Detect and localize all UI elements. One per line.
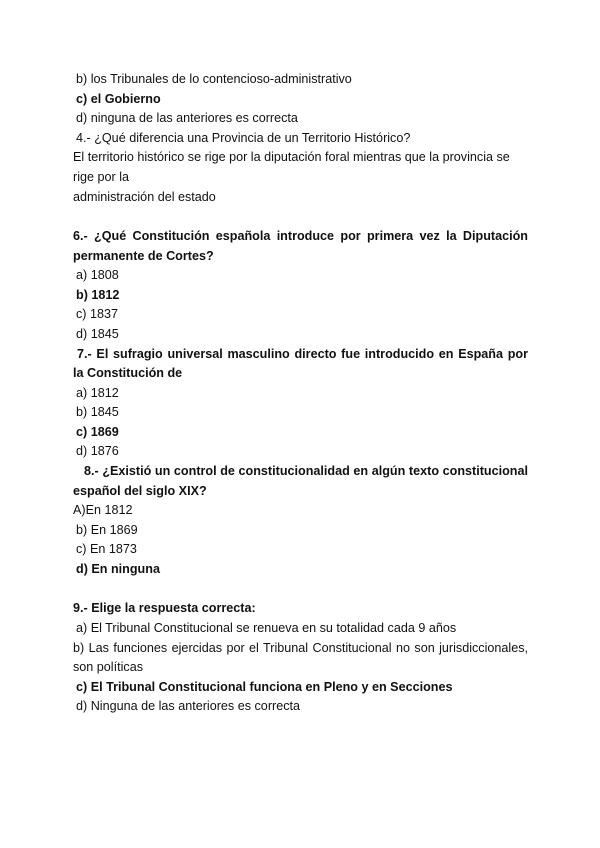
answer-option: c) En 1873	[76, 542, 137, 557]
answer-option: b) En 1869	[76, 522, 138, 537]
answer-option: d) 1876	[76, 444, 119, 459]
text-line: A)En 1812	[73, 503, 133, 518]
correct-answer-option: c) el Gobierno	[76, 91, 161, 106]
question-heading: 7.- El sufragio universal masculino directo fue introducido en España por la Constitución de	[73, 346, 528, 381]
paragraph-gap	[73, 580, 528, 600]
correct-answer-option: c) El Tribunal Constitucional funciona en Pleno y en Secciones	[76, 679, 453, 694]
answer-option: b) 1845	[76, 405, 119, 420]
question-heading: 6.- ¿Qué Constitución española introduce por primera vez la Diputación permanente de Cortes?	[73, 228, 528, 263]
answer-text: El territorio histórico se rige por la diputación foral mientras que la provincia se rige por la	[73, 150, 510, 184]
question-heading: 8.- ¿Existió un control de constitucionalidad en algún texto constitucional español del siglo XIX?	[73, 464, 528, 498]
correct-answer-option: d) En ninguna	[76, 562, 160, 577]
paragraph-gap	[73, 207, 528, 227]
correct-answer-option: c) 1869	[76, 424, 119, 439]
answer-option: 4.- ¿Qué diferencia una Provincia de un Territorio Histórico?	[76, 130, 411, 145]
answer-option: d) 1845	[76, 326, 119, 341]
answer-option: a) 1812	[76, 385, 119, 400]
answer-option: b) los Tribunales de lo contencioso-administrativo	[76, 72, 352, 86]
answer-option: d) ninguna de las anteriores es correcta	[76, 111, 298, 126]
answer-option: d) Ninguna de las anteriores es correcta	[76, 699, 301, 714]
answer-option: a) 1808	[76, 268, 119, 283]
answer-option: a) El Tribunal Constitucional se renueva en su totalidad cada 9 años	[76, 621, 457, 636]
text-line: administración del estado	[73, 189, 216, 204]
answer-option: c) 1837	[76, 307, 119, 322]
question-heading: 9.- Elige la respuesta correcta:	[73, 601, 256, 616]
correct-answer-option: b) 1812	[76, 287, 120, 302]
answer-option: b) Las funciones ejercidas por el Tribunal Constitucional no son jurisdiccionales, son políticas	[73, 640, 528, 675]
document-content	[73, 70, 528, 717]
